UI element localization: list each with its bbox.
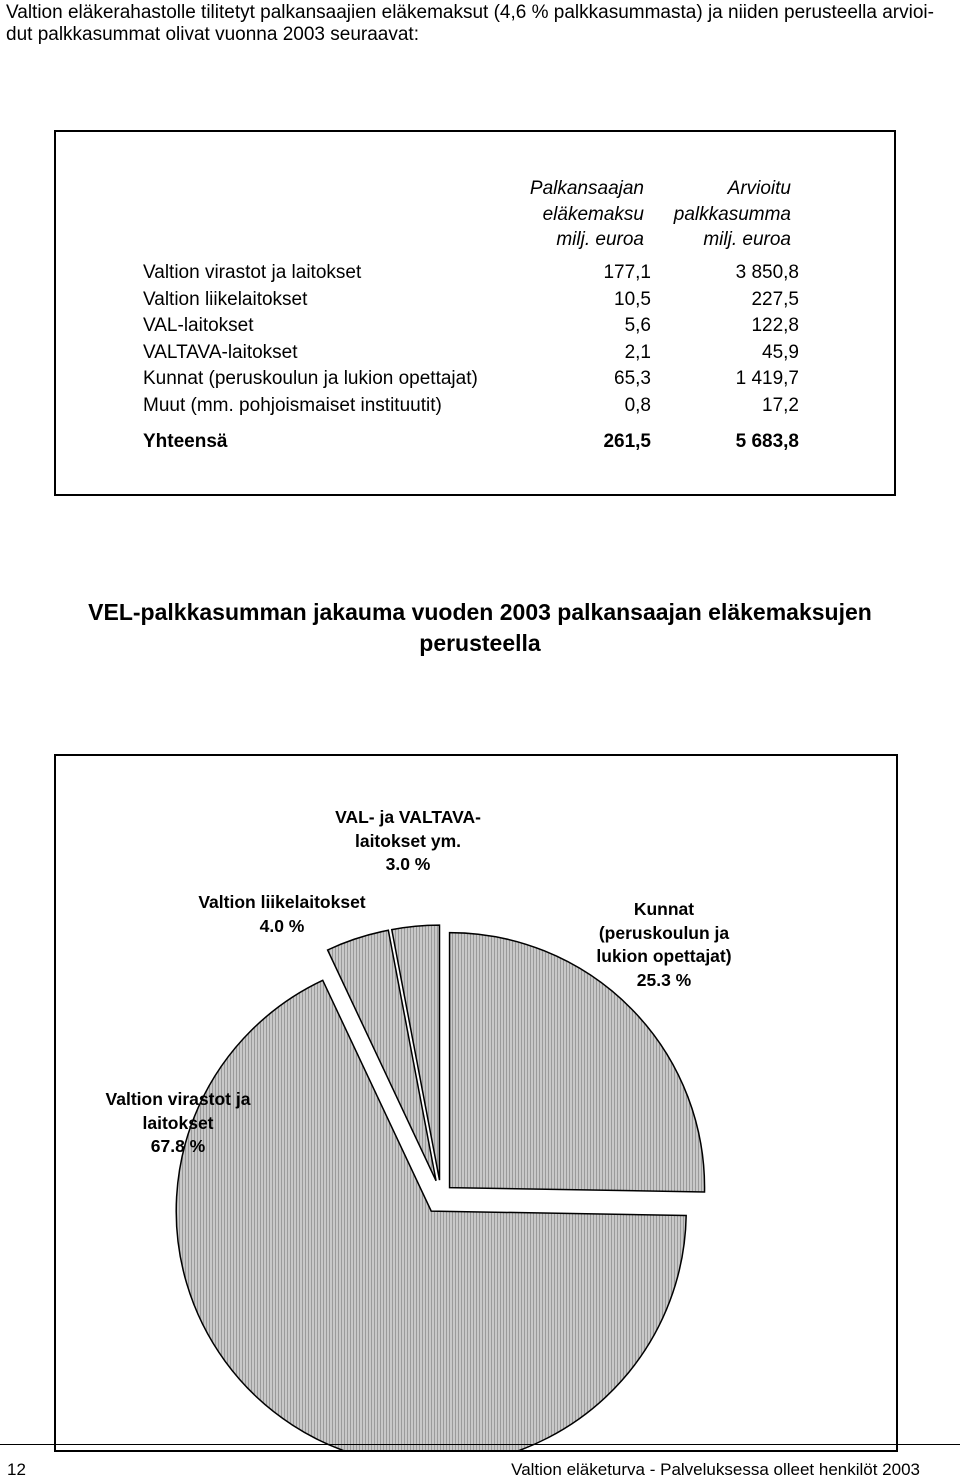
row-label: Valtion virastot ja laitokset [143,262,362,283]
row-contribution: 177,1 [603,262,651,283]
pie-chart [54,754,898,1452]
table-total-row [143,429,799,456]
row-payroll: 122,8 [751,315,799,337]
table-row [143,260,799,287]
slice-label-val-valtava [335,806,481,877]
intro-line-2: dut palkkasummat olivat vuonna 2003 seuraavat: [6,24,419,45]
header-line: eläkemaksu [542,203,644,225]
chart-title-line-1: VEL-palkkasumman jakauma vuoden 2003 palkansaajan eläkemaksujen [88,599,872,625]
table-body [143,260,799,455]
row-label: VAL-laitokset [143,315,254,337]
slice-label-line: lukion opettajat) [596,946,732,966]
contribution-table [54,130,896,496]
slice-percent: 3.0 % [385,854,431,874]
page-number: 12 [7,1460,26,1479]
row-label: Muut (mm. pohjoismaiset instituutit) [143,394,442,416]
header-line: milj. euroa [556,229,644,250]
row-payroll: 17,2 [762,394,799,416]
total-label: Yhteensä [143,430,228,452]
row-label: VALTAVA-laitokset [143,341,298,363]
slice-percent: 4.0 % [259,915,305,936]
row-contribution: 5,6 [624,315,651,337]
slice-label-line: Valtion virastot ja [105,1089,251,1109]
intro-line-1: Valtion eläkerahastolle tilitetyt palkansaajien eläkemaksut (4,6 % palkkasummasta) ja niiden perusteella arvioi- [6,2,934,23]
row-payroll: 227,5 [751,288,799,310]
table-row [143,393,799,420]
footer-rule [0,1444,960,1445]
header-line: Palkansaajan [529,178,644,199]
intro-paragraph [6,2,951,46]
total-payroll: 5 683,8 [735,430,799,452]
slice-label-line: laitokset [142,1112,214,1133]
header-line: milj. euroa [703,229,791,250]
row-label: Valtion liikelaitokset [143,288,308,310]
slice-percent: 67.8 % [150,1136,206,1156]
row-payroll: 3 850,8 [735,262,799,283]
slice-label-line: Valtion liikelaitokset [198,892,366,912]
slice-label-line: VAL- ja VALTAVA- [335,807,481,827]
row-contribution: 2,1 [624,341,651,363]
table-row [143,366,799,393]
table-row [143,340,799,367]
slice-percent: 25.3 % [636,969,692,990]
row-contribution: 10,5 [614,288,651,310]
table-row [143,287,799,314]
header-line: palkkasumma [673,203,791,225]
header-line: Arvioitu [727,178,791,199]
slice-label-kunnat [596,898,731,992]
slice-label-virastot [106,1088,251,1159]
row-label: Kunnat (peruskoulun ja lukion opettajat) [143,368,478,390]
slice-label-line: laitokset ym. [354,830,462,851]
chart-title-line-2: perusteella [419,630,541,656]
running-footer: Valtion eläketurva - Palveluksessa olleet henkilöt 2003 [511,1460,920,1479]
row-contribution: 0,8 [624,394,651,416]
chart-title [40,597,920,659]
row-payroll: 1 419,7 [735,368,799,390]
slice-label-liikelaitokset [198,891,365,938]
row-contribution: 65,3 [614,368,651,390]
total-contribution: 261,5 [603,430,651,452]
table-row [143,313,799,340]
column-header-payroll [591,176,791,253]
row-payroll: 45,9 [762,341,799,363]
slice-label-line: (peruskoulun ja [598,922,730,943]
slice-label-line: Kunnat [633,899,695,919]
